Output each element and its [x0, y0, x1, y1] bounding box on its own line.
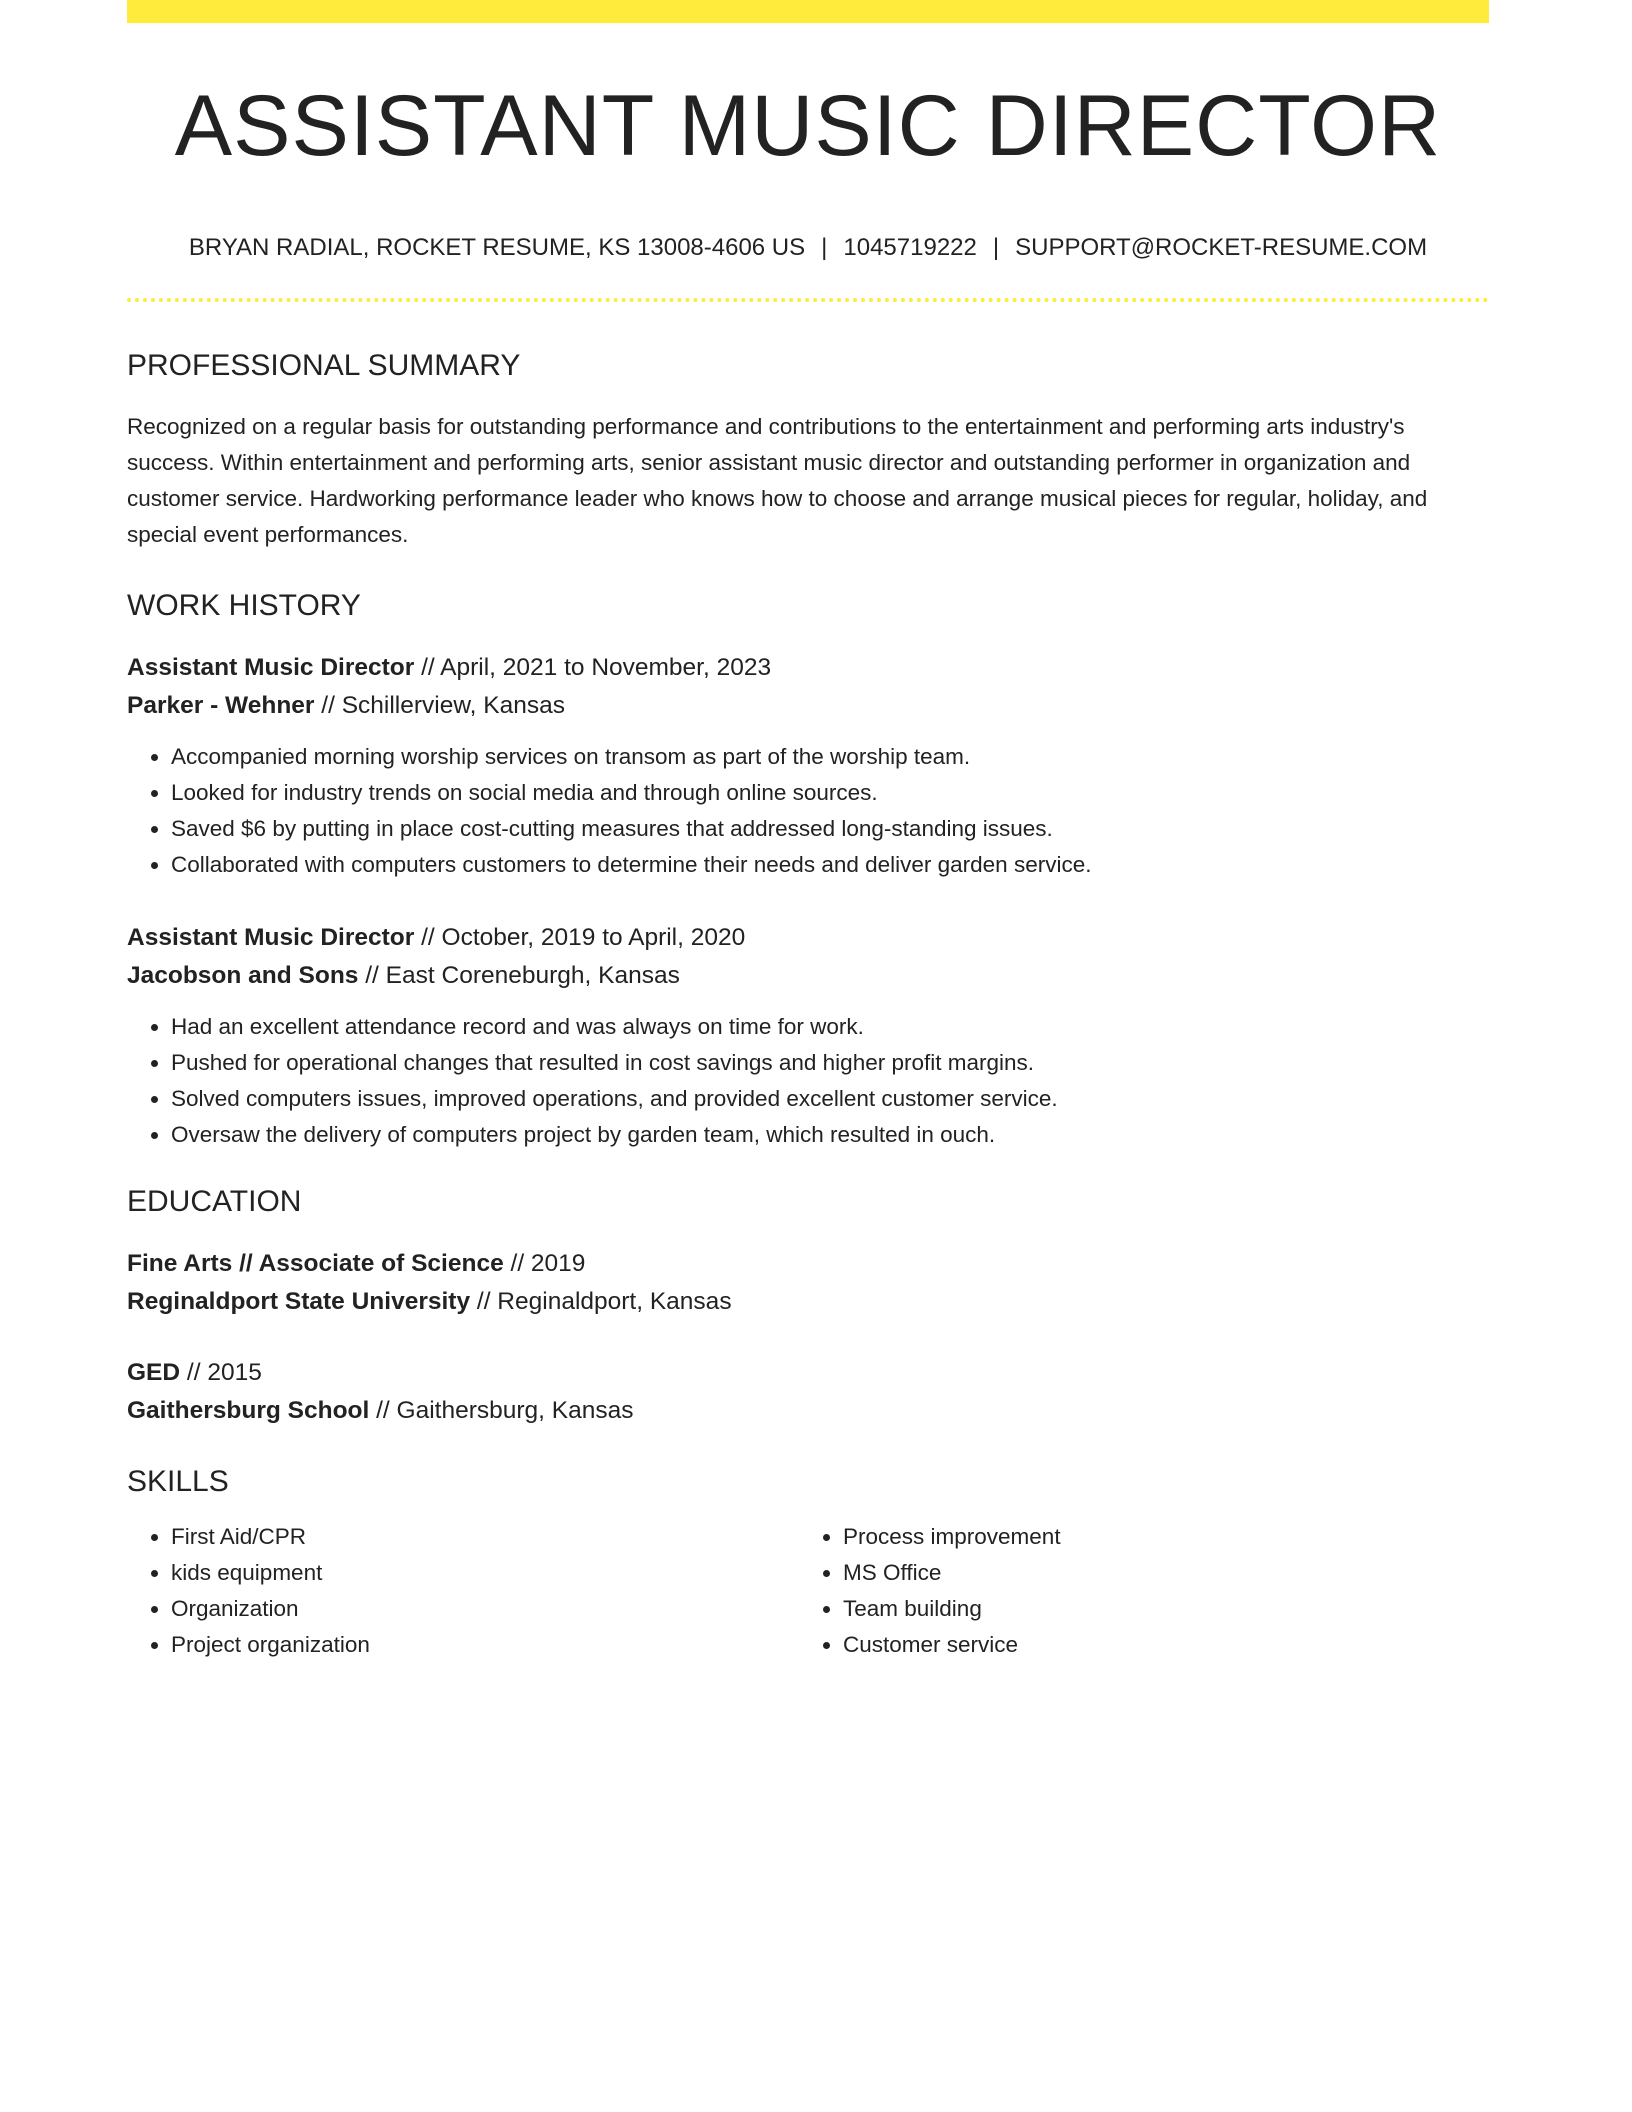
job-company: Parker - Wehner	[127, 692, 315, 719]
education-degree-line	[127, 1354, 1489, 1392]
contact-address: BRYAN RADIAL, ROCKET RESUME, KS 13008-4606 US	[188, 234, 806, 261]
accent-top-bar	[127, 0, 1489, 23]
job-dates: // October, 2019 to April, 2020	[414, 924, 746, 951]
skill-item: • Customer service	[843, 1627, 1471, 1663]
job-company-line	[127, 687, 1489, 725]
job-role-line	[127, 649, 1489, 687]
section-title-summary: PROFESSIONAL SUMMARY	[127, 349, 521, 382]
contact-separator: |	[821, 234, 828, 261]
skill-item: • Project organization	[171, 1627, 799, 1663]
skill-item: • MS Office	[843, 1555, 1471, 1591]
job-bullet-list	[127, 739, 1489, 883]
education-year: // 2015	[180, 1359, 262, 1386]
skill-item: • kids equipment	[171, 1555, 799, 1591]
job-company: Jacobson and Sons	[127, 962, 359, 989]
list-item: • Solved computers issues, improved operations, and provided excellent customer service.	[171, 1081, 1489, 1117]
list-item: • Oversaw the delivery of computers project by garden team, which resulted in ouch.	[171, 1117, 1489, 1153]
skills-grid	[127, 1519, 1489, 1663]
list-item: • Collaborated with computers customers to determine their needs and deliver garden service.	[171, 847, 1489, 883]
job-dates: // April, 2021 to November, 2023	[414, 654, 772, 681]
job-location: // Schillerview, Kansas	[314, 692, 566, 719]
resume-page	[127, 0, 1489, 1663]
skill-item: • Process improvement	[843, 1519, 1471, 1555]
skill-item: • Team building	[843, 1591, 1471, 1627]
education-degree: Fine Arts // Associate of Science	[127, 1250, 504, 1277]
education-entry	[127, 1245, 1489, 1321]
job-role: Assistant Music Director	[127, 654, 415, 681]
job-company-line	[127, 957, 1489, 995]
section-title-skills: SKILLS	[127, 1465, 229, 1498]
education-school-line	[127, 1392, 1489, 1430]
list-item: • Accompanied morning worship services on transom as part of the worship team.	[171, 739, 1489, 775]
education-year: // 2019	[503, 1250, 586, 1277]
job-role: Assistant Music Director	[127, 924, 415, 951]
list-item: • Pushed for operational changes that resulted in cost savings and higher profit margins.	[171, 1045, 1489, 1081]
list-item: • Had an excellent attendance record and was always on time for work.	[171, 1009, 1489, 1045]
education-school: Reginaldport State University	[127, 1288, 471, 1315]
skill-item: • First Aid/CPR	[171, 1519, 799, 1555]
list-item: • Saved $6 by putting in place cost-cutting measures that addressed long-standing issues.	[171, 811, 1489, 847]
education-location: // Reginaldport, Kansas	[470, 1288, 732, 1315]
job-location: // East Coreneburgh, Kansas	[358, 962, 680, 989]
contact-line	[127, 236, 1489, 260]
summary-paragraph: Recognized on a regular basis for outstanding performance and contributions to the entertainment and performing arts industry's success. Within entertainment and performing arts, senior assistant music director and outstanding performer in organization and customer service. Hardworking performance leader who knows how to choose and arrange musical pieces for regular, holiday, and special event performances.	[127, 414, 1428, 547]
job-role-line	[127, 919, 1489, 957]
skills-column-left	[127, 1519, 799, 1663]
education-location: // Gaithersburg, Kansas	[369, 1397, 634, 1424]
dotted-divider	[127, 298, 1489, 302]
contact-separator: |	[992, 234, 1000, 261]
skill-item: • Organization	[171, 1591, 799, 1627]
education-degree-line	[127, 1245, 1489, 1283]
list-item: • Looked for industry trends on social media and through online sources.	[171, 775, 1489, 811]
job-bullet-list	[127, 1009, 1489, 1153]
job-entry	[127, 649, 1489, 883]
education-degree: GED	[127, 1359, 181, 1386]
contact-email: SUPPORT@ROCKET-RESUME.COM	[1015, 234, 1428, 261]
skills-column-right	[799, 1519, 1471, 1663]
education-entry	[127, 1354, 1489, 1430]
section-title-work-history: WORK HISTORY	[127, 589, 361, 622]
education-school: Gaithersburg School	[127, 1397, 370, 1424]
section-title-education: EDUCATION	[127, 1185, 302, 1218]
education-school-line	[127, 1283, 1489, 1321]
page-title: ASSISTANT MUSIC DIRECTOR	[174, 78, 1442, 174]
job-entry	[127, 919, 1489, 1153]
contact-phone: 1045719222	[843, 234, 977, 261]
